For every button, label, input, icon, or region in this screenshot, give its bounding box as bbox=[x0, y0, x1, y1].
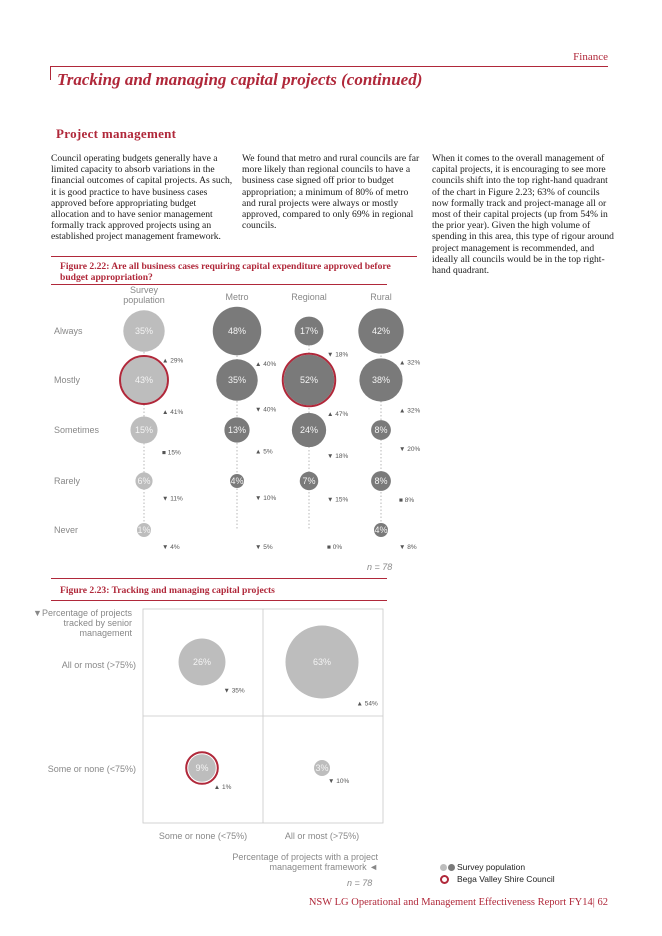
legend-survey-label: Survey population bbox=[457, 862, 526, 872]
figure-2-22-prior-value: ■ 15% bbox=[162, 449, 181, 457]
page-title: Tracking and managing capital projects (continued) bbox=[57, 70, 423, 89]
figure-2-22-bubble-label: 43% bbox=[134, 375, 154, 385]
figure-2-22-column-label: Survey bbox=[129, 285, 159, 295]
figure-2-22-prior-value: ▲ 32% bbox=[399, 407, 421, 415]
figure-2-22-n: n = 78 bbox=[367, 562, 393, 572]
legend-council-swatch bbox=[440, 875, 449, 884]
figure-2-22-column-label: Metro bbox=[225, 292, 249, 302]
figure-2-22-prior-value: ▼ 40% bbox=[255, 406, 277, 414]
figure-2-22-bubble-label: 17% bbox=[299, 326, 319, 336]
figure-2-23-ycat: All or most (>75%) bbox=[61, 660, 136, 670]
figure-2-23-prior-value: ▼ 35% bbox=[223, 687, 245, 695]
figure-2-22-prior-value: ▲ 5% bbox=[255, 448, 273, 456]
figure-2-23-prior-value: ▲ 1% bbox=[213, 783, 232, 791]
figure-2-22-bubble-label: 42% bbox=[371, 326, 391, 336]
figure-2-23-bubble-label: 9% bbox=[195, 763, 209, 773]
figure-2-22-row-label: Rarely bbox=[54, 476, 81, 486]
figure-2-22-bubble-label: 52% bbox=[299, 375, 319, 385]
section-tag: Finance bbox=[573, 51, 608, 63]
figure-2-23-xlabel: Percentage of projects with a project bbox=[232, 852, 378, 862]
legend-council-label: Bega Valley Shire Council bbox=[457, 874, 555, 884]
figure-2-23-prior-value: ▲ 54% bbox=[356, 700, 378, 708]
figure-2-22-prior-value: ▼ 15% bbox=[327, 496, 349, 504]
figure-2-22-column-label: population bbox=[123, 295, 165, 305]
figure-2-23-n: n = 78 bbox=[347, 878, 373, 888]
figure-2-23-xcat: All or most (>75%) bbox=[284, 831, 360, 841]
figure-2-22-bubble-label: 4% bbox=[230, 476, 244, 486]
figure-2-22-prior-value: ▼ 18% bbox=[327, 351, 349, 359]
figure-2-22-bubble-label: 6% bbox=[137, 476, 151, 486]
figure-2-22-prior-value: ■ 0% bbox=[327, 544, 343, 551]
figure-2-22-row-label: Never bbox=[54, 525, 79, 535]
figure-2-22-prior-value: ■ 8% bbox=[399, 496, 415, 504]
figure-2-22-bubble-label: 1% bbox=[137, 525, 151, 535]
figure-2-22-prior-value: ▲ 41% bbox=[162, 408, 184, 416]
figure-2-22-column-label: Rural bbox=[370, 292, 392, 302]
figure-2-22-row-label: Sometimes bbox=[54, 425, 100, 435]
figure-2-23-ylabel: tracked by senior bbox=[63, 618, 132, 628]
body-column-2: We found that metro and rural councils are far more likely than regional councils to have a business case signed off prior to budget appropriation; a minimum of 80% of metro and rural projects were always or mostly approved, compared to only 69% in regional councils. bbox=[242, 153, 420, 232]
figure-2-22-prior-value: ▲ 40% bbox=[255, 361, 277, 369]
figure-2-22-prior-value: ▲ 29% bbox=[162, 357, 184, 365]
figure-2-22-prior-value: ▼ 8% bbox=[399, 544, 417, 551]
figure-2-23-xlabel: management framework ◄ bbox=[269, 862, 378, 872]
figure-2-22-bubble-label: 13% bbox=[227, 425, 247, 435]
figure-2-22-prior-value: ▼ 4% bbox=[162, 544, 180, 551]
figure-2-22-prior-value: ▲ 32% bbox=[399, 359, 421, 367]
figure-2-22-prior-value: ▼ 18% bbox=[327, 453, 349, 461]
figure-2-22-column-label: Regional bbox=[291, 292, 327, 302]
figure-2-23-title: Figure 2.23: Tracking and managing capital projects bbox=[60, 585, 275, 596]
figure-2-22-row-label: Mostly bbox=[54, 375, 81, 385]
body-column-1: Council operating budgets generally have a limited capacity to absorb variations in the financial outcomes of capital projects. As such, it is good practice to have business cases approved before appropriating budget allocation and to have senior management formally track approved projects using an established project management framework. bbox=[51, 153, 233, 243]
body-column-3: When it comes to the overall management of capital projects, it is encouraging to see more councils shift into the top right-hand quadrant of the chart in Figure 2.23; 63% of councils now formally track and project-manage all or most of their capital projects (up from 54% in the prior year). Given the high volume of spending in this area, this type of rigour around project management is recommended, and ideally all councils would be in the top right-hand quadrant. bbox=[432, 153, 614, 277]
figure-2-22-bubble-label: 4% bbox=[374, 525, 388, 535]
figure-2-22-title: Figure 2.22: Are all business cases requiring capital expenditure approved before budget appropriation? bbox=[60, 261, 391, 283]
figure-2-23-ylabel: ▼Percentage of projects bbox=[33, 608, 132, 618]
figure-2-23-prior-value: ▼ 10% bbox=[328, 778, 350, 785]
figure-2-22-bubble-label: 24% bbox=[299, 425, 319, 435]
legend-group-swatch bbox=[448, 864, 455, 871]
figure-2-23-ycat: Some or none (<75%) bbox=[47, 764, 136, 774]
figure-2-22-bubble-label: 35% bbox=[134, 326, 154, 336]
figure-2-22-prior-value: ▼ 11% bbox=[162, 495, 183, 503]
figure-2-22-bubble-label: 7% bbox=[302, 476, 316, 486]
figure-2-22-row-label: Always bbox=[54, 326, 83, 336]
figure-2-23-ylabel: management bbox=[79, 628, 132, 638]
legend-survey-swatch bbox=[440, 864, 447, 871]
figure-2-22-bubble-label: 38% bbox=[371, 375, 391, 385]
figure-2-22-prior-value: ▼ 5% bbox=[255, 544, 273, 551]
figure-2-23-bubble-label: 63% bbox=[312, 657, 332, 667]
figure-2-23-bubble-label: 3% bbox=[315, 763, 329, 773]
figure-2-23-xcat: Some or none (<75%) bbox=[158, 831, 248, 841]
figure-2-23-bubble-label: 26% bbox=[192, 657, 212, 667]
section-heading: Project management bbox=[56, 126, 177, 141]
page-footer: NSW LG Operational and Management Effectiveness Report FY14| 62 bbox=[308, 897, 608, 908]
figure-2-22-bubble-label: 48% bbox=[227, 326, 247, 336]
figure-2-22-bubble-label: 15% bbox=[134, 425, 154, 435]
figure-2-22-prior-value: ▼ 10% bbox=[255, 495, 277, 502]
figure-2-22-bubble-label: 8% bbox=[374, 425, 388, 435]
figure-2-22-prior-value: ▲ 47% bbox=[327, 411, 349, 419]
figure-2-22-bubble-label: 35% bbox=[227, 375, 247, 385]
figure-2-22-prior-value: ▼ 20% bbox=[399, 445, 421, 453]
figure-2-22-bubble-label: 8% bbox=[374, 476, 388, 486]
